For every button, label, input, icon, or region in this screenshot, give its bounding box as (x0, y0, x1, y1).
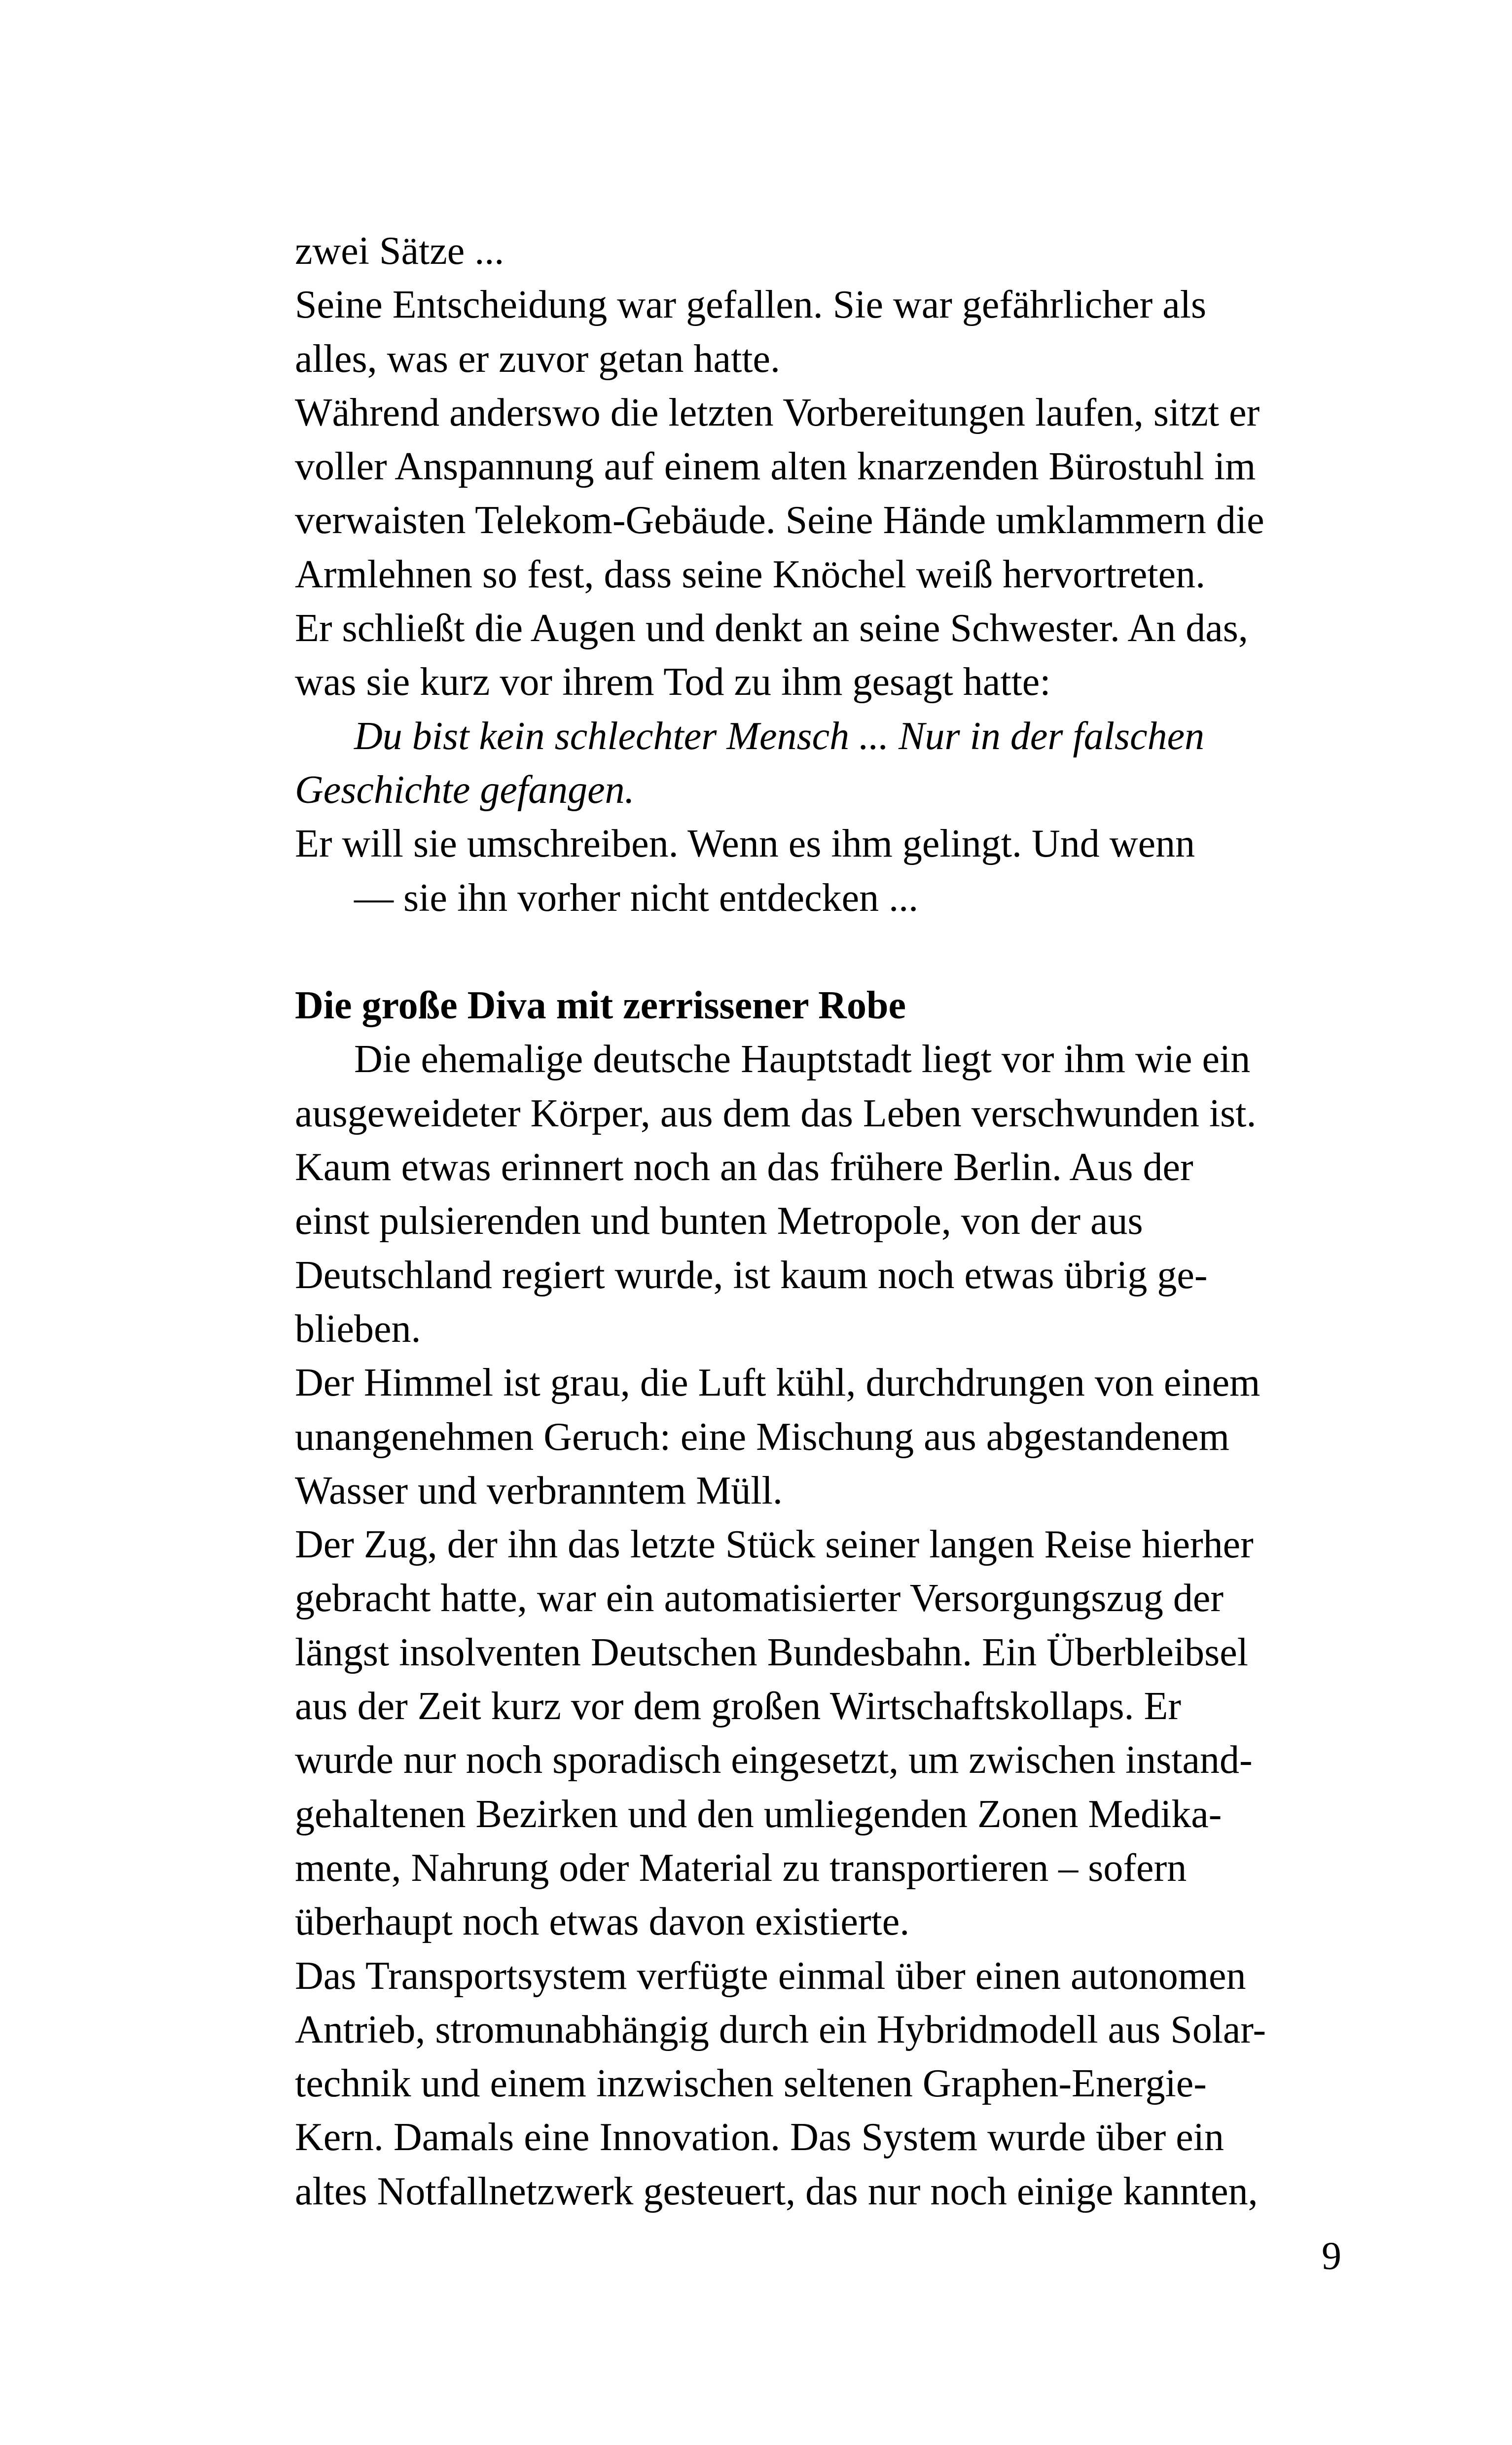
body-text (295, 224, 1335, 2219)
section-heading: Die große Diva mit zerrissener Robe (295, 984, 906, 1028)
text-line: Der Himmel ist grau, die Luft kühl, durchdrungen von einem (295, 1361, 1260, 1405)
text-line: ausgeweideter Körper, aus dem das Leben verschwunden ist. (295, 1091, 1257, 1135)
text-line: verwaisten Telekom-Gebäude. Seine Hände umklammern die (295, 499, 1264, 542)
text-line: aus der Zeit kurz vor dem großen Wirtschaftskollaps. Er (295, 1685, 1181, 1728)
quote-line: Du bist kein schlechter Mensch ... Nur in der falschen (354, 714, 1205, 758)
text-line: überhaupt noch etwas davon existierte. (295, 1900, 910, 1944)
text-line: Antrieb, stromunabhängig durch ein Hybridmodell aus Solar- (295, 2008, 1266, 2051)
page-number: 9 (1322, 2234, 1341, 2278)
blank-line (295, 925, 1335, 979)
text-line: Kaum etwas erinnert noch an das frühere Berlin. Aus der (295, 1146, 1193, 1189)
text-line: Der Zug, der ihn das letzte Stück seiner langen Reise hierher (295, 1523, 1254, 1567)
text-line: Er schließt die Augen und denkt an seine Schwester. An das, (295, 607, 1248, 650)
text-line: Wasser und verbranntem Müll. (295, 1469, 783, 1512)
text-line: längst insolventen Deutschen Bundesbahn. Ein Überbleibsel (295, 1630, 1248, 1674)
text-line: wurde nur noch sporadisch eingesetzt, um zwischen instand- (295, 1738, 1253, 1782)
text-line: altes Notfallnetzwerk gesteuert, das nur noch einige kannten, (295, 2169, 1258, 2213)
text-line: Deutschland regiert wurde, ist kaum noch etwas übrig ge- (295, 1253, 1208, 1297)
text-line: Armlehnen so fest, dass seine Knöchel weiß hervortreten. (295, 552, 1206, 596)
text-line: Die ehemalige deutsche Hauptstadt liegt vor ihm wie ein (354, 1038, 1251, 1081)
text-line: Seine Entscheidung war gefallen. Sie war gefährlicher als (295, 283, 1207, 327)
text-line: gebracht hatte, war ein automatisierter Versorgungszug der (295, 1577, 1224, 1620)
text-line: alles, was er zuvor getan hatte. (295, 337, 781, 381)
text-line: einst pulsierenden und bunten Metropole, von der aus (295, 1199, 1143, 1243)
quote-line: Geschichte gefangen. (295, 768, 635, 812)
text-line: technik und einem inzwischen seltenen Graphen-Energie- (295, 2062, 1207, 2106)
text-line: Kern. Damals eine Innovation. Das System wurde über ein (295, 2116, 1224, 2159)
text-line: Das Transportsystem verfügte einmal über einen autonomen (295, 1954, 1246, 1998)
text-line: mente, Nahrung oder Material zu transportieren – sofern (295, 1846, 1187, 1890)
text-line: blieben. (295, 1307, 421, 1351)
text-line: was sie kurz vor ihrem Tod zu ihm gesagt hatte: (295, 660, 1051, 704)
text-line: Während anderswo die letzten Vorbereitungen laufen, sitzt er (295, 391, 1260, 434)
text-line: voller Anspannung auf einem alten knarzenden Bürostuhl im (295, 445, 1256, 489)
text-line: Er will sie umschreiben. Wenn es ihm gelingt. Und wenn (295, 822, 1195, 866)
text-line: zwei Sätze ... (295, 229, 504, 273)
text-line: — sie ihn vorher nicht entdecken ... (354, 876, 919, 920)
text-line: unangenehmen Geruch: eine Mischung aus abgestandenem (295, 1415, 1229, 1459)
text-line: gehaltenen Bezirken und den umliegenden Zonen Medika- (295, 1792, 1222, 1836)
